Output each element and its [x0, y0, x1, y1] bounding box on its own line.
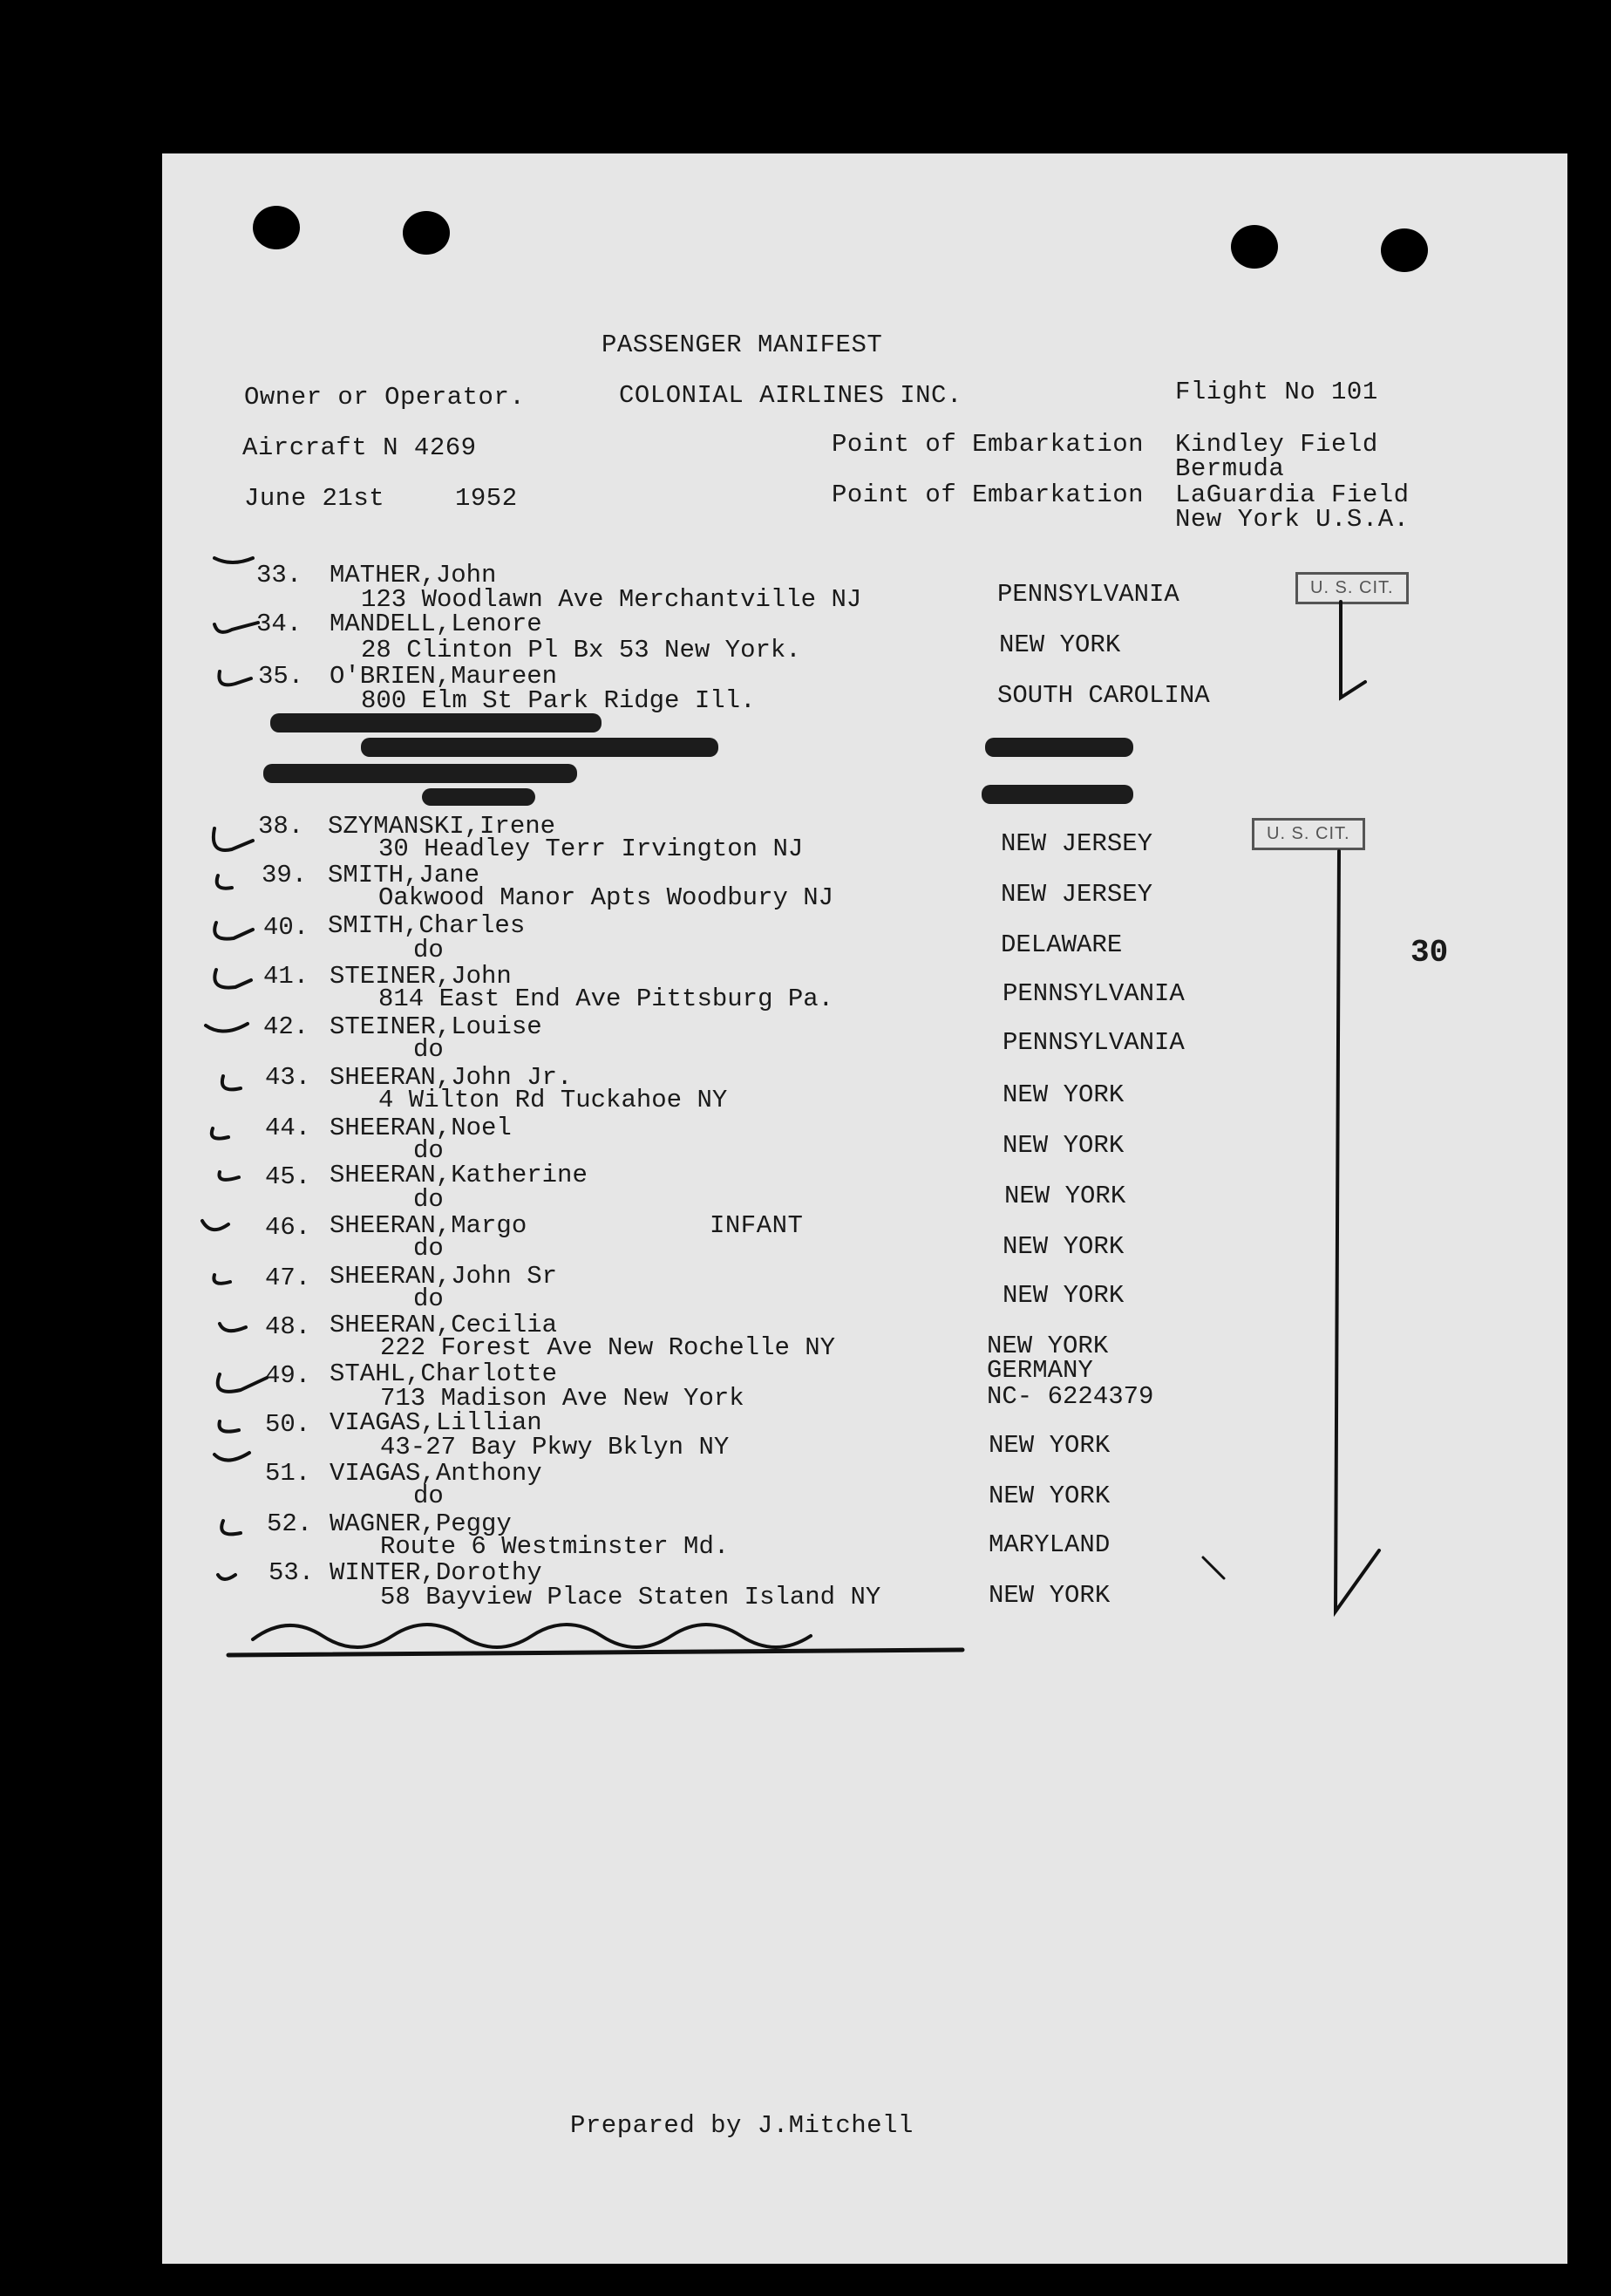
row-number: 40.: [263, 913, 309, 942]
passenger-address: 222 Forest Ave New Rochelle NY: [380, 1333, 836, 1362]
row-number: 48.: [265, 1312, 311, 1341]
passenger-name: SMITH,Charles: [328, 911, 526, 940]
passenger-nationality: DELAWARE: [1001, 930, 1123, 959]
passenger-nationality: PENNSYLVANIA: [1003, 979, 1185, 1008]
scribble-strikeout: [228, 1650, 962, 1655]
aircraft-id: Aircraft N 4269: [242, 433, 477, 462]
row-number: 46.: [265, 1213, 311, 1242]
passenger-address: do: [413, 1482, 444, 1510]
check-mark: [214, 1275, 230, 1284]
passenger-address: do: [413, 1185, 444, 1214]
check-mark: [212, 1128, 228, 1139]
passenger-address: 800 Elm St Park Ridge Ill.: [361, 686, 756, 715]
passenger-nationality: GERMANY: [987, 1356, 1093, 1385]
passenger-name: VIAGAS,Anthony: [330, 1459, 542, 1488]
passenger-address: 28 Clinton Pl Bx 53 New York.: [361, 636, 801, 664]
passenger-address: 123 Woodlawn Ave Merchantville NJ: [361, 585, 862, 614]
row-number: 39.: [262, 861, 308, 889]
margin-number: 30: [1410, 935, 1449, 971]
passenger-nationality: NEW YORK: [1003, 1232, 1125, 1261]
passport-number: NC- 6224379: [987, 1382, 1154, 1411]
check-mark: [202, 1221, 228, 1230]
us-citizen-stamp: U. S. CIT.: [1252, 818, 1365, 850]
check-mark: [218, 1374, 267, 1392]
passenger-nationality: SOUTH CAROLINA: [997, 681, 1210, 710]
embark-place-1a: Kindley Field: [1175, 430, 1378, 459]
check-mark: [219, 671, 251, 685]
passenger-address: do: [413, 1234, 444, 1263]
passenger-name: SMITH,Jane: [328, 861, 480, 889]
row-number: 35.: [258, 662, 304, 691]
check-mark: [217, 875, 232, 889]
passenger-nationality: NEW YORK: [989, 1431, 1111, 1460]
passenger-address: Route 6 Westminster Md.: [380, 1532, 730, 1561]
passenger-nationality: NEW YORK: [1003, 1131, 1125, 1160]
passenger-nationality: NEW YORK: [989, 1581, 1111, 1610]
check-mark: [219, 1172, 239, 1180]
passenger-nationality: NEW JERSEY: [1001, 829, 1153, 858]
check-mark: [214, 923, 253, 939]
pen-mark: [1203, 1557, 1224, 1578]
row-number: 47.: [265, 1264, 311, 1292]
passenger-address: 30 Headley Terr Irvington NJ: [378, 835, 804, 863]
check-mark: [214, 828, 253, 850]
row-number: 44.: [265, 1114, 311, 1142]
passenger-name: SHEERAN,Noel: [330, 1114, 512, 1142]
passenger-nationality: NEW YORK: [1004, 1182, 1126, 1210]
check-mark: [221, 1521, 241, 1534]
passenger-address: do: [413, 1136, 444, 1165]
passenger-name: VIAGAS,Lillian: [330, 1408, 542, 1437]
check-mark: [219, 1421, 239, 1432]
passenger-address: 814 East End Ave Pittsburg Pa.: [378, 984, 834, 1013]
passenger-nationality: NEW YORK: [987, 1332, 1109, 1360]
row-number: 38.: [258, 812, 304, 841]
row-number: 43.: [265, 1063, 311, 1092]
passenger-name: O'BRIEN,Maureen: [330, 662, 558, 691]
passenger-address: Oakwood Manor Apts Woodbury NJ: [378, 883, 834, 912]
us-citizen-stamp: U. S. CIT.: [1295, 572, 1409, 604]
owner-label: Owner or Operator.: [244, 383, 526, 412]
document-title: PASSENGER MANIFEST: [602, 330, 883, 359]
manifest-year: 1952: [455, 484, 518, 513]
row-number: 50.: [265, 1410, 311, 1439]
prepared-by: Prepared by J.Mitchell: [570, 2111, 914, 2140]
passenger-address: do: [413, 1284, 444, 1313]
check-mark: [214, 558, 253, 562]
passenger-name: WINTER,Dorothy: [330, 1558, 542, 1587]
passenger-name: WAGNER,Peggy: [330, 1509, 512, 1538]
row-number: 49.: [265, 1361, 311, 1390]
embark-place-1b: Bermuda: [1175, 454, 1285, 483]
row-number: 33.: [256, 561, 302, 589]
embark-label-2: Point of Embarkation: [832, 480, 1145, 509]
passenger-name: SHEERAN,Margo: [330, 1211, 527, 1240]
check-mark: [214, 970, 251, 988]
row-number: 34.: [256, 610, 302, 638]
flight-number: Flight No 101: [1175, 378, 1378, 406]
passenger-nationality: PENNSYLVANIA: [997, 580, 1179, 609]
passenger-nationality: NEW YORK: [1003, 1080, 1125, 1109]
row-number: 53.: [268, 1558, 315, 1587]
scribble-strikeout: [253, 1625, 811, 1647]
passenger-name: SHEERAN,John Jr.: [330, 1063, 573, 1092]
check-mark: [206, 1024, 248, 1032]
passenger-name: MANDELL,Lenore: [330, 610, 542, 638]
passenger-name: STAHL,Charlotte: [330, 1359, 558, 1388]
row-number: 41.: [263, 962, 309, 991]
check-mark: [222, 1076, 241, 1089]
passenger-name: STEINER,John: [330, 962, 512, 991]
passenger-nationality: NEW JERSEY: [1001, 880, 1153, 909]
passenger-address: do: [413, 1035, 444, 1064]
row-number: 52.: [267, 1509, 313, 1538]
passenger-address: 58 Bayview Place Staten Island NY: [380, 1583, 881, 1611]
arrow-line: [1336, 851, 1379, 1611]
passenger-nationality: NEW YORK: [989, 1482, 1111, 1510]
check-mark: [214, 1453, 249, 1461]
passenger-nationality: NEW YORK: [999, 630, 1121, 659]
passenger-address: 43-27 Bay Pkwy Bklyn NY: [380, 1433, 730, 1461]
passenger-nationality: PENNSYLVANIA: [1003, 1028, 1185, 1057]
passenger-name: MATHER,John: [330, 561, 497, 589]
passenger-nationality: NEW YORK: [1003, 1281, 1125, 1310]
arrow-line: [1341, 602, 1365, 698]
passenger-name: SZYMANSKI,Irene: [328, 812, 556, 841]
check-mark: [214, 623, 258, 632]
passenger-name: SHEERAN,Cecilia: [330, 1311, 558, 1339]
passenger-address: 4 Wilton Rd Tuckahoe NY: [378, 1086, 728, 1114]
row-number: 45.: [265, 1162, 311, 1191]
operator-name: COLONIAL AIRLINES INC.: [619, 381, 962, 410]
check-mark: [218, 1575, 235, 1579]
passenger-address: 713 Madison Ave New York: [380, 1384, 744, 1413]
passenger-nationality: MARYLAND: [989, 1530, 1111, 1559]
passenger-address: do: [413, 936, 444, 964]
passenger-name: SHEERAN,Katherine: [330, 1161, 588, 1189]
check-mark: [220, 1324, 246, 1331]
embark-place-2a: LaGuardia Field: [1175, 480, 1410, 509]
row-number: 42.: [263, 1012, 309, 1041]
embark-place-2b: New York U.S.A.: [1175, 505, 1410, 534]
row-number: 51.: [265, 1459, 311, 1488]
infant-note: INFANT: [710, 1211, 804, 1240]
embark-label-1: Point of Embarkation: [832, 430, 1145, 459]
manifest-date: June 21st: [244, 484, 385, 513]
passenger-name: SHEERAN,John Sr: [330, 1262, 558, 1291]
passenger-name: STEINER,Louise: [330, 1012, 542, 1041]
